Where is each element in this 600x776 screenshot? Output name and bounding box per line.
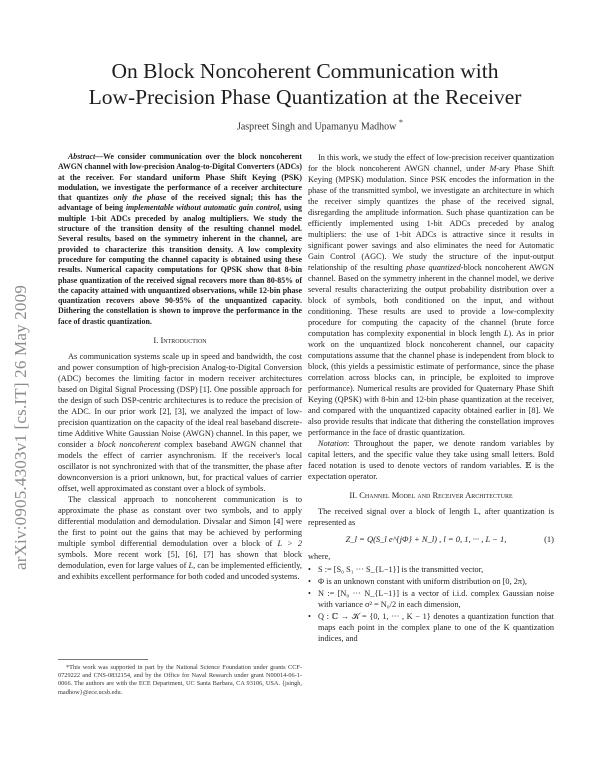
abstract-text: —We consider communication over the block noncoherent AWGN channel with low-precision Analog-to-Digital Converters (ADCs) at the receiver. For standard uniform Phase Shift Keying (PSK) modulation, we investigate the performance of a receiver architecture that quantizes: [58, 152, 303, 203]
paragraph-text: -block noncoherent AWGN channel. Based on the symmetry inherent in the channel model, we derive several results characterizing the output probability distribution over a block of symbols, both conditioned on the input, and without conditioning. These results are used to provide a low-complexity procedure for computing the capacity of the channel (brute force computation has complexity exponential in block length: [308, 263, 554, 338]
notation-paragraph: [308, 438, 554, 482]
paragraph-emphasis: block noncoherent: [97, 440, 161, 450]
footnote: *This work was supported in part by the National Science Foundation under grants CCF-0729222 and CNS-0832154, and by the Office for Naval Research under grant N00014-06-1-0066. The authors are with the ECE Department, UC Santa Barbara, CA 93106, USA. {jsingh, madhow}@ece.ucsb.edu.: [58, 664, 302, 696]
section-heading-introduction: I. Introduction: [153, 335, 207, 346]
list-item: • S := [S₀ S₁ ··· S_{L−1}] is the transmitted vector,: [308, 564, 554, 575]
paragraph-text: ). As in prior work on the unquantized block noncoherent channel, our capacity computations assume that the channel phase is independent from block to block, (this yields a pessimistic estimate of performance, since the phase correlation across blocks can, in principle, be exploited to improve performance). Numerical results are provided for Quaternary Phase Shift Keying (QPSK) with 8-bin and 12-bin phase quantization at the receiver, and compared with the unquantized capacity obtained earlier in [8]. We also provide results that indicate that dithering the constellation improves performance in the face of drastic quantization.: [308, 329, 554, 437]
where-text: where,: [308, 552, 331, 561]
intro-paragraph-1: [58, 351, 302, 494]
abstract-emphasis: implementable without automatic gain control: [125, 203, 280, 213]
abstract-label: Abstract: [68, 152, 96, 161]
inline-math: L > 2: [277, 539, 302, 549]
intro-paragraph-2: [58, 494, 302, 582]
title-line-1: On Block Noncoherent Communication with: [111, 59, 499, 83]
paragraph-text: complex baseband AWGN channel that models the effect of carrier asynchronism. If the receiver's local oscillator is not synchronized with that of the transmitter, the phase after downconversion is a priori unknown, but, for practical values of carrier offset, well approximated as constant over a block of symbols.: [58, 440, 302, 494]
right-paragraph-1: [308, 152, 554, 438]
paragraph-text: : Throughout the paper, we denote random variables by capital letters, and the specific value they take using small letters. Bold faced notation is used to denote vectors of random variables. 𝔼 is the expectation operator.: [308, 439, 554, 481]
arxiv-watermark: arXiv:0905.4303v1 [cs.IT] 26 May 2009: [11, 284, 30, 570]
author-footnote-mark: *: [398, 118, 404, 127]
equation-1: [308, 534, 554, 545]
paragraph-text: As communication systems scale up in speed and bandwidth, the cost and power consumption of high-precision Analog-to-Digital Conversion (ADC) becomes the limiting factor in modern receiver architectures based on Digital Signal Processing (DSP) [1]. One possible approach for the design of such DSP-centric architectures is to reduce the precision of the ADC. In our prior work [2], [3], we analyzed the impact of low-precision quantization on the capacity of the ideal real baseband discrete-time Additive White Gaussian Noise (AWGN) channel. In this paper, we consider a: [58, 352, 302, 450]
paragraph-text: In this work, we study the effect of low-precision receiver quantization for the block noncoherent AWGN channel, under: [308, 153, 554, 173]
definition-list: [308, 564, 554, 644]
equation-body: Z_l = Q(S_l e^{jΦ} + N_l) , l = 0, 1, ··· , L − 1,: [345, 534, 507, 544]
paragraph-text: symbols. More recent work [5], [6], [7] has shown that block demodulation, even for large values of: [58, 550, 302, 571]
footnote-rule: [58, 659, 148, 660]
abstract-text: , using multiple 1-bit ADCs preceded by analog multipliers. We study the structure of the transition density of the resulting channel model. Several results, based on the symmetry inherent in the channel, are provided to characterize this transition density. A low complexity procedure for computing the channel capacity is obtained using these results. Numerical capacity computations for QPSK show that 8-bin phase quantization of the received signal recovers more than 80-85% of the capacity attained with unquantized observations, while 12-bin phase quantization recovers above 90-95% of the unquantized capacity. Dithering the constellation is shown to improve the performance in the face of drastic quantization.: [58, 203, 302, 326]
sec2-paragraph-1: The received signal over a block of length L, after quantization is represented as: [308, 507, 554, 527]
inline-math: L: [503, 329, 509, 338]
paragraph-text: , can be implemented efficiently, and exhibits excellent performance for both coded and uncoded systems.: [58, 561, 302, 582]
equation-number: (1): [544, 534, 554, 544]
authors: [200, 118, 440, 132]
paragraph-emphasis: phase quantized: [405, 263, 461, 272]
abstract: [58, 152, 302, 327]
paper-title: [40, 58, 570, 110]
inline-math: M: [489, 164, 497, 173]
abstract-emphasis: only the phase: [113, 193, 167, 203]
title-line-2: Low-Precision Phase Quantization at the Receiver: [88, 85, 522, 109]
paragraph-text: The classical approach to noncoherent communication is to approximate the phase as constant over two symbols, and to apply differential modulation and demodulation. Divsalar and Simon [4] were the first to point out the gains that may be achieved by performing multiple symbol differential demodulation over a block of: [58, 495, 302, 549]
author-names: Jaspreet Singh and Upamanyu Madhow: [236, 121, 397, 133]
list-item: • N := [N₀ ··· N_{L−1}] is a vector of i.i.d. complex Gaussian noise with variance σ² = N₀/2 in each dimension,: [308, 588, 554, 610]
paragraph-text: -ary Phase Shift Keying (MPSK) modulation. Since PSK encodes the information in the phase of the transmitted symbol, we investigate an architecture in which the receiver simply quantizes the phase of the received signal, disregarding the amplitude information. Such phase quantization can be efficiently implemented using 1-bit ADCs preceded by analog multipliers: the use of 1-bit ADCs is attractive since it results in significant power savings and also eliminates the need for Automatic Gain Control (AGC). We study the structure of the input-output relationship of the resulting: [308, 164, 555, 272]
right-column: [308, 152, 554, 645]
list-item: • Q : ℂ → 𝒦 = {0, 1, ··· , K − 1} denotes a quantization function that maps each point in the complex plane to one of the K quantization indices, and: [308, 611, 554, 644]
notation-label: Notation: [318, 439, 348, 448]
list-item: • Φ is an unknown constant with uniform distribution on [0, 2π),: [308, 576, 554, 587]
abstract-text: of the received signal; this has the advantage of being: [58, 193, 302, 213]
left-column: [58, 152, 302, 582]
inline-math: L: [188, 561, 194, 571]
section-heading-channel-model: II. Channel Model and Receiver Architecture: [349, 490, 513, 500]
